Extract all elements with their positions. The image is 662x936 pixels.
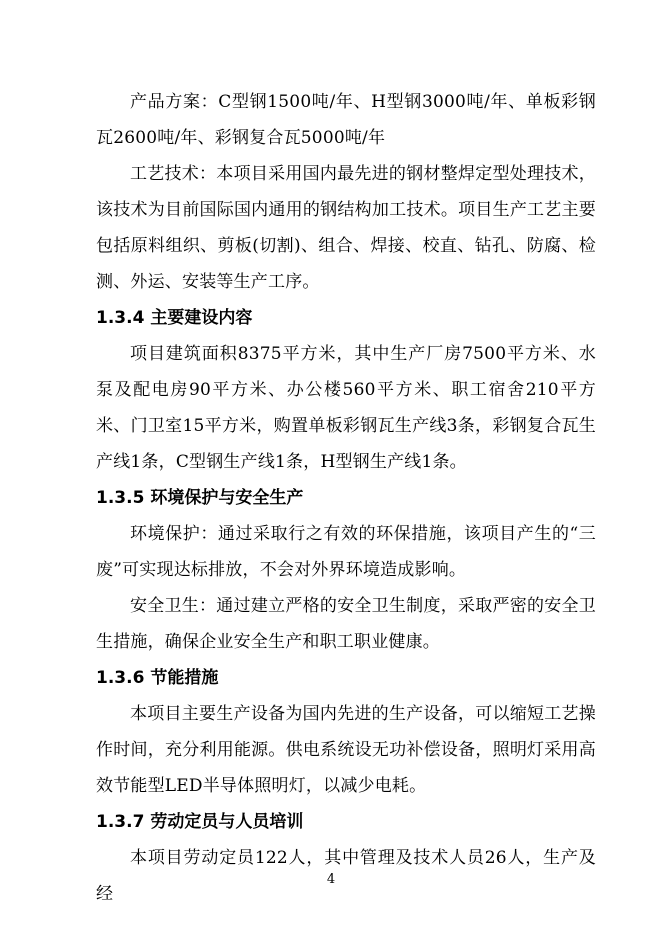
section-title: 节能措施 [150,668,219,688]
paragraph-product-plan: 产品方案：C型钢1500吨/年、H型钢3000吨/年、单板彩钢瓦2600吨/年、彩钢复合瓦5000吨/年 [96,92,596,148]
paragraph-environmental-protection: 环境保护：通过采取行之有效的环保措施，该项目产生的“三废”可实现达标排放，不会对外界环境造成影响。 [96,524,596,580]
section-heading-1-3-7 [96,804,596,840]
section-heading-1-3-6 [96,660,596,696]
section-number: 1.3.6 [96,668,145,688]
section-title: 主要建设内容 [150,308,253,328]
paragraph-process-technology: 工艺技术：本项目采用国内最先进的钢材整焊定型处理技术，该技术为目前国际国内通用的钢结构加工技术。项目生产工艺主要包括原料组织、剪板(切割)、组合、焊接、校直、钻孔、防腐、检测、外运、安装等生产工序。 [96,164,596,292]
paragraph-energy-saving: 本项目主要生产设备为国内先进的生产设备，可以缩短工艺操作时间，充分利用能源。供电系统设无功补偿设备，照明灯采用高效节能型LED半导体照明灯，以减少电耗。 [96,704,596,796]
section-number: 1.3.4 [96,308,145,328]
section-heading-1-3-4 [96,300,596,336]
section-number: 1.3.7 [96,812,145,832]
section-number: 1.3.5 [96,488,145,508]
section-heading-1-3-5 [96,480,596,516]
page-content [96,84,596,912]
page-number: 4 [326,872,336,887]
section-title: 劳动定员与人员培训 [150,812,304,832]
paragraph-staffing: 本项目劳动定员122人，其中管理及技术人员26人，生产及经 [96,848,596,904]
paragraph-construction-content: 项目建筑面积8375平方米，其中生产厂房7500平方米、水泵及配电房90平方米、办公楼560平方米、职工宿舍210平方米、门卫室15平方米，购置单板彩钢瓦生产线3条，彩钢复合瓦生产线1条，C型钢生产线1条，H型钢生产线1条。 [96,344,596,472]
paragraph-safety-hygiene: 安全卫生：通过建立严格的安全卫生制度，采取严密的安全卫生措施，确保企业安全生产和职工职业健康。 [96,596,596,652]
section-title: 环境保护与安全生产 [150,488,304,508]
